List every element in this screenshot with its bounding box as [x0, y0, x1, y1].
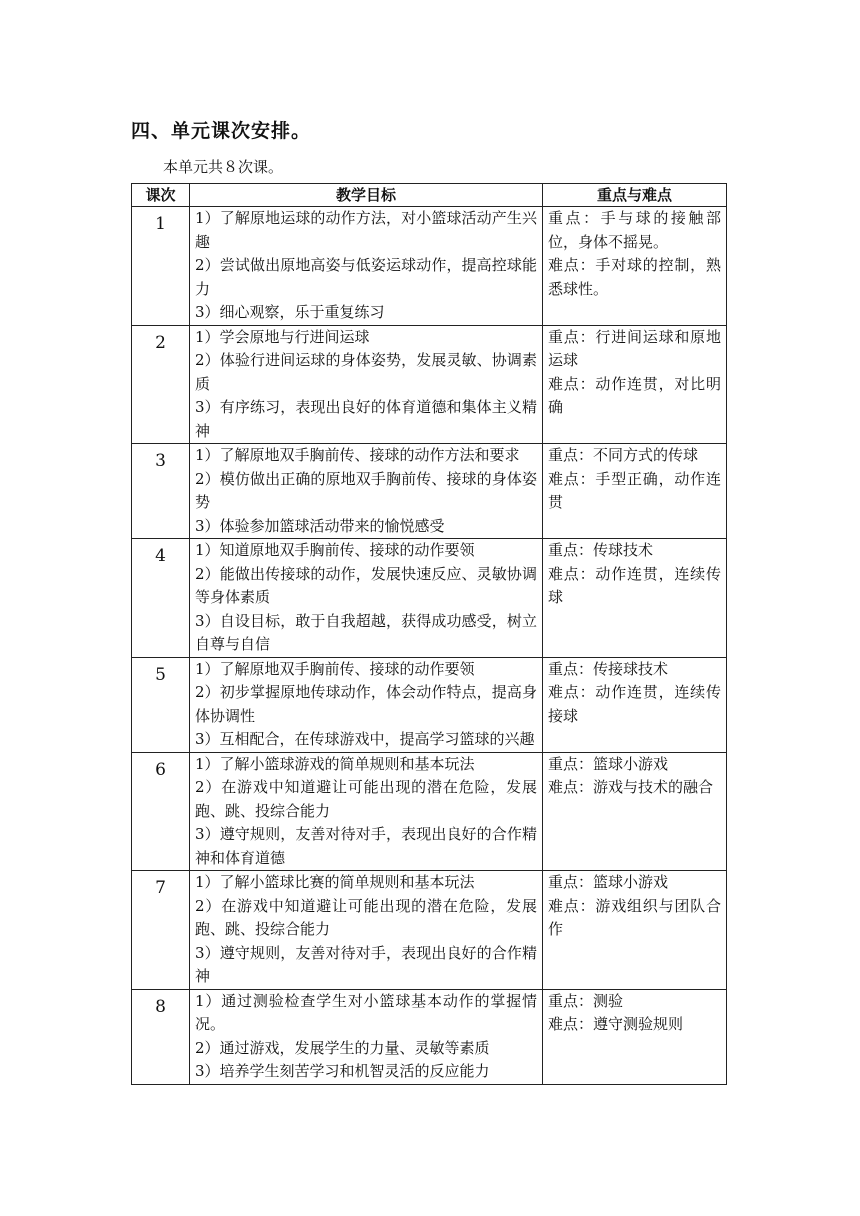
- lesson-schedule-table: [131, 183, 727, 1085]
- lesson-key-points: [543, 657, 727, 752]
- lesson-number: 3: [132, 444, 190, 539]
- lesson-objectives: [190, 871, 543, 990]
- lesson-key-points: [543, 325, 727, 444]
- lesson-objectives: [190, 539, 543, 658]
- lesson-objectives: [190, 752, 543, 871]
- objective-item: 1）了解原地双手胸前传、接球的动作方法和要求: [195, 446, 520, 464]
- objective-item: 3）体验参加篮球活动带来的愉悦感受: [195, 516, 445, 535]
- objective-item: 2）模仿做出正确的原地双手胸前传、接球的身体姿势: [195, 469, 537, 511]
- objective-item: 2）在游戏中知道避让可能出现的潜在危险，发展跑、跳、投综合能力: [195, 778, 537, 820]
- lesson-number: 1: [132, 207, 190, 326]
- lesson-objectives: [190, 657, 543, 752]
- header-objectives: 教学目标: [190, 184, 543, 207]
- objective-item: 1）通过测验检查学生对小篮球基本动作的掌握情况。: [195, 991, 537, 1033]
- key-point-item: 难点：动作连贯，连续传接球: [548, 683, 721, 725]
- key-point-item: 重点：传球技术: [548, 541, 654, 559]
- lesson-objectives: [190, 444, 543, 539]
- key-point-item: 难点：遵守测验规则: [548, 1015, 684, 1033]
- objective-item: 1）知道原地双手胸前传、接球的动作要领: [195, 541, 475, 559]
- table-row: [132, 325, 727, 444]
- objective-item: 3）互相配合，在传球游戏中，提高学习篮球的兴趣: [195, 730, 535, 748]
- lesson-number: 5: [132, 657, 190, 752]
- key-point-item: 难点：动作连贯，对比明确: [548, 374, 721, 416]
- lesson-key-points: [543, 444, 727, 539]
- table-row: [132, 871, 727, 990]
- objective-item: 1）了解原地双手胸前传、接球的动作要领: [195, 659, 475, 678]
- objective-item: 2）体验行进间运球的身体姿势，发展灵敏、协调素质: [195, 351, 537, 393]
- objective-item: 1）学会原地与行进间运球: [195, 327, 370, 346]
- key-point-item: 重点：行进间运球和原地运球: [548, 327, 721, 369]
- lesson-number: 2: [132, 325, 190, 444]
- table-row: [132, 657, 727, 752]
- objective-item: 3）有序练习，表现出良好的体育道德和集体主义精神: [195, 398, 537, 440]
- key-point-item: 重点：手与球的接触部位，身体不摇晃。: [548, 209, 721, 251]
- header-lesson: 课次: [132, 184, 190, 207]
- objective-item: 3）遵守规则，友善对待对手，表现出良好的合作精神和体育道德: [195, 825, 537, 867]
- intro-text: 本单元共８次课。: [163, 158, 284, 176]
- key-point-item: 重点：测验: [548, 991, 624, 1010]
- lesson-objectives: [190, 325, 543, 444]
- objective-item: 1）了解原地运球的动作方法，对小篮球活动产生兴趣: [195, 209, 537, 251]
- objective-item: 1）了解小篮球游戏的简单规则和基本玩法: [195, 754, 475, 773]
- lesson-number: 8: [132, 989, 190, 1084]
- objective-item: 1）了解小篮球比赛的简单规则和基本玩法: [195, 873, 475, 891]
- objective-item: 2）通过游戏，发展学生的力量、灵敏等素质: [195, 1038, 490, 1057]
- lesson-key-points: [543, 207, 727, 326]
- table-row: [132, 989, 727, 1084]
- lesson-number: 7: [132, 871, 190, 990]
- objective-item: 2）尝试做出原地高姿与低姿运球动作，提高控球能力: [195, 256, 537, 298]
- objective-item: 2）初步掌握原地传球动作，体会动作特点，提高身体协调性: [195, 683, 537, 725]
- lesson-key-points: [543, 752, 727, 871]
- lesson-key-points: [543, 989, 727, 1084]
- lesson-objectives: [190, 207, 543, 326]
- lesson-key-points: [543, 871, 727, 990]
- table-row: [132, 752, 727, 871]
- header-key-points: 重点与难点: [543, 184, 727, 207]
- objective-item: 3）细心观察，乐于重复练习: [195, 303, 385, 321]
- table-header-row: [132, 184, 727, 207]
- objective-item: 3）培养学生刻苦学习和机智灵活的反应能力: [195, 1062, 490, 1080]
- lesson-number: 6: [132, 752, 190, 871]
- objective-item: 3）遵守规则，友善对待对手，表现出良好的合作精神: [195, 943, 537, 985]
- key-point-item: 重点：不同方式的传球: [548, 446, 699, 464]
- key-point-item: 重点：篮球小游戏: [548, 754, 669, 773]
- key-point-item: 难点：游戏与技术的融合: [548, 778, 714, 796]
- objective-item: 2）在游戏中知道避让可能出现的潜在危险，发展跑、跳、投综合能力: [195, 896, 537, 938]
- objective-item: 3）自设目标，敢于自我超越，获得成功感受，树立自尊与自信: [195, 611, 537, 653]
- key-point-item: 难点：手对球的控制，熟悉球性。: [548, 256, 721, 298]
- lesson-key-points: [543, 539, 727, 658]
- key-point-item: 难点：手型正确，动作连贯: [548, 469, 721, 511]
- table-row: [132, 539, 727, 658]
- section-heading: 四、单元课次安排。: [131, 120, 312, 142]
- lesson-number: 4: [132, 539, 190, 658]
- objective-item: 2）能做出传接球的动作，发展快速反应、灵敏协调等身体素质: [195, 564, 537, 606]
- key-point-item: 难点：动作连贯，连续传球: [548, 564, 721, 606]
- key-point-item: 难点：游戏组织与团队合作: [548, 896, 721, 938]
- key-point-item: 重点：篮球小游戏: [548, 873, 669, 891]
- table-row: [132, 444, 727, 539]
- key-point-item: 重点：传接球技术: [548, 659, 669, 678]
- table-row: [132, 207, 727, 326]
- lesson-objectives: [190, 989, 543, 1084]
